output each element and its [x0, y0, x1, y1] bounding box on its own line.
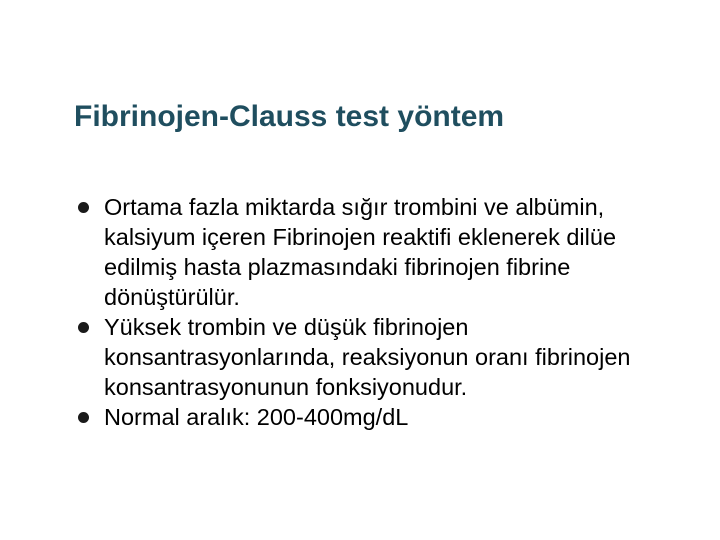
bullet-dot-icon: [78, 202, 89, 213]
slide-title: Fibrinojen-Clauss test yöntem: [74, 100, 505, 133]
bullet-text: Normal aralık: 200-400mg/dL: [104, 404, 409, 430]
bullet-item: [74, 312, 694, 402]
bullet-text: Yüksek trombin ve düşük fibrinojen konsantrasyonlarında, reaksiyonun oranı fibrinojen konsantrasyonunun fonksiyonudur.: [104, 314, 631, 400]
bullet-dot-icon: [78, 322, 89, 333]
bullet-item: [74, 402, 694, 432]
bullet-list: [74, 192, 694, 432]
bullet-dot-icon: [78, 412, 89, 423]
bullet-text: Ortama fazla miktarda sığır trombini ve albümin, kalsiyum içeren Fibrinojen reaktifi eklenerek dilüe edilmiş hasta plazmasındaki fibrinojen fibrine dönüştürülür.: [104, 194, 617, 310]
bullet-item: [74, 192, 694, 312]
